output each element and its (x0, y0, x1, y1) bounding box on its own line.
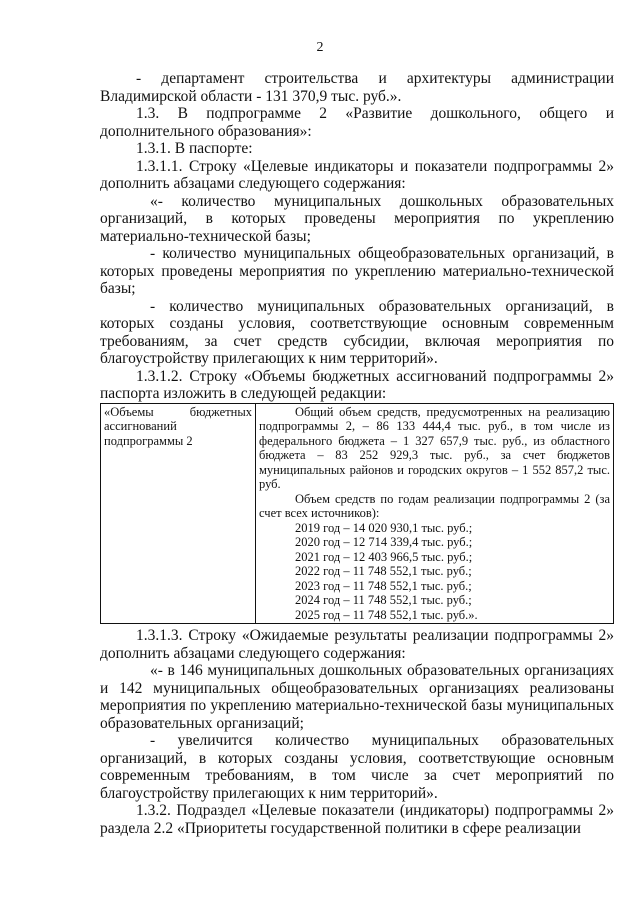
paragraph-indicator-general: - количество муниципальных общеобразовательных организаций, в которых проведены мероприятия по укреплению материально-технической базы; (100, 245, 614, 297)
table-row (101, 403, 614, 624)
paragraph-1-3-1-1: 1.3.1.1. Строку «Целевые индикаторы и показатели подпрограммы 2» дополнить абзацами следующего содержания: (100, 157, 614, 192)
paragraph-1-3: 1.3. В подпрограмме 2 «Развитие дошкольного, общего и дополнительного образования»: (100, 105, 614, 140)
table-years-intro: Объем средств по годам реализации подпрограммы 2 (за счет всех источников): (259, 491, 610, 520)
paragraph-indicator-preschool: «- количество муниципальных дошкольных образовательных организаций, в которых проведены мероприятия по укреплению материально-технической базы; (100, 192, 614, 245)
table-value-cell (256, 403, 614, 624)
table-label: «Объемы бюджетных ассигнований подпрограммы 2 (104, 404, 252, 448)
paragraph-1-3-1-3: 1.3.1.3. Строку «Ожидаемые результаты реализации подпрограммы 2» дополнить абзацами следующего содержания: (100, 627, 614, 662)
table-year-line: 2022 год – 11 748 552,1 тыс. руб.; (295, 564, 472, 578)
document-body (100, 70, 614, 837)
paragraph-result-conditions: - увеличится количество муниципальных образовательных организаций, в которых созданы условия, соответствующие основным современным требованиям, в том числе за счет мероприятий по благоустройству прилегающих к ним территорий». (100, 732, 614, 802)
paragraph-1-3-1: 1.3.1. В паспорте: (136, 140, 253, 157)
table-year-line: 2025 год – 11 748 552,1 тыс. руб.». (295, 607, 478, 622)
table-year-line: 2024 год – 11 748 552,1 тыс. руб.; (295, 593, 472, 607)
table-year-line: 2021 год – 12 403 966,5 тыс. руб.; (295, 549, 473, 564)
paragraph-indicator-conditions: - количество муниципальных образовательных организаций, в которых созданы условия, соответствующие основным современным требованиям, за счет средств субсидии, включая мероприятия по благоустройству прилегающих к ним территорий». (100, 297, 614, 367)
table-year-line: 2019 год – 14 020 930,1 тыс. руб.; (295, 520, 473, 535)
table-total: Общий объем средств, предусмотренных на реализацию подпрограммы 2, – 86 133 444,4 тыс. руб., в том числе из федерального бюджета – 1 327 657,9 тыс. руб., из областного бюджета – 83 252 929,3 тыс. руб., за счет бюджетов муниципальных районов и городских округов – 1 552 857,2 тыс. руб. (259, 404, 610, 491)
table-year-line: 2023 год – 11 748 552,1 тыс. руб.; (295, 578, 472, 593)
paragraph-1-3-2: 1.3.2. Подраздел «Целевые показатели (индикаторы) подпрограммы 2» раздела 2.2 «Приоритеты государственной политики в сфере реализации (100, 802, 614, 837)
table-label-cell (101, 403, 256, 624)
table-year-line: 2020 год – 12 714 339,4 тыс. руб.; (295, 535, 473, 549)
page-number: 2 (316, 40, 324, 55)
budget-table (100, 403, 614, 625)
paragraph-1-3-1-2: 1.3.1.2. Строку «Объемы бюджетных ассигнований подпрограммы 2» паспорта изложить в следующей редакции: (100, 367, 614, 402)
paragraph-department: - департамент строительства и архитектуры администрации Владимирской области - 131 370,9 тыс. руб.». (100, 70, 614, 105)
paragraph-result-organizations: «- в 146 муниципальных дошкольных образовательных организациях и 142 муниципальных общеобразовательных организациях реализованы мероприятия по укреплению материально-технической базы муниципальных образовательных организаций; (100, 662, 614, 732)
